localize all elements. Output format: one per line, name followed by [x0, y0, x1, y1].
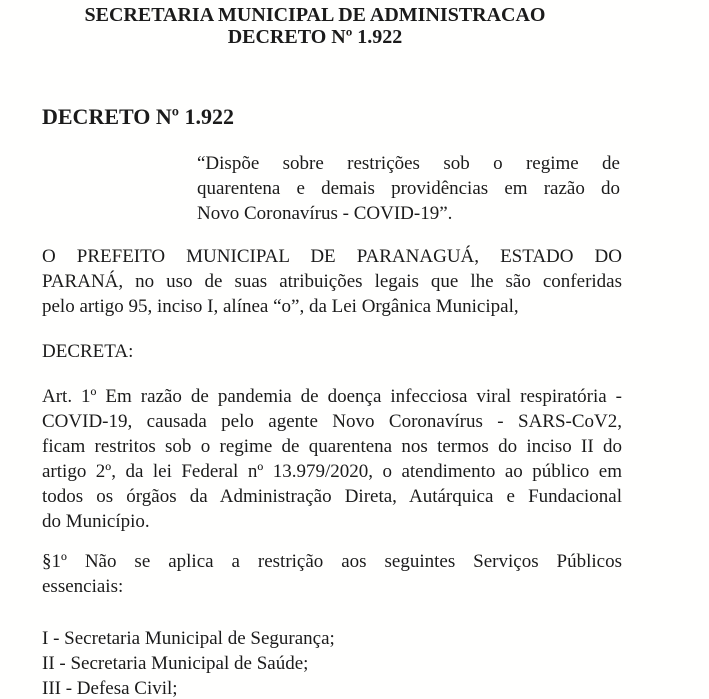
list-item: III - Defesa Civil;	[42, 678, 178, 699]
preamble-line: O PREFEITO MUNICIPAL DE PARANAGUÁ, ESTADO DO	[42, 246, 622, 267]
essential-services-list	[42, 626, 622, 699]
header-secretaria-line: SECRETARIA MUNICIPAL DE ADMINISTRACAO	[84, 4, 546, 26]
article-1-line: ficam restritos sob o regime de quarentena nos termos do inciso II do	[42, 436, 622, 457]
paragraph-1-section	[42, 549, 622, 599]
document-header	[0, 4, 630, 48]
decreta-label: DECRETA:	[42, 341, 134, 362]
decreta-heading	[42, 339, 622, 364]
paragraph-1-line: §1º Não se aplica a restrição aos seguintes Serviços Públicos	[42, 551, 622, 572]
preamble-paragraph	[42, 244, 622, 319]
article-1-line: COVID-19, causada pelo agente Novo Coronavírus - SARS-CoV2,	[42, 411, 622, 432]
article-1-paragraph	[42, 384, 622, 534]
article-1-line: do Município.	[42, 511, 150, 532]
decree-summary-quote	[197, 151, 620, 226]
paragraph-1-line: essenciais:	[42, 576, 124, 597]
quote-line: Novo Coronavírus - COVID-19”.	[197, 203, 453, 224]
preamble-line: PARANÁ, no uso de suas atribuições legais que lhe são conferidas	[42, 271, 622, 292]
article-1-line: Art. 1º Em razão de pandemia de doença infecciosa viral respiratória -	[42, 386, 622, 407]
list-item: I - Secretaria Municipal de Segurança;	[42, 628, 335, 649]
article-1-line: artigo 2º, da lei Federal nº 13.979/2020, o atendimento ao público em	[42, 461, 622, 482]
article-1-line: todos os órgãos da Administração Direta, Autárquica e Fundacional	[42, 486, 622, 507]
decree-title: DECRETO Nº 1.922	[42, 104, 235, 129]
quote-line: “Dispõe sobre restrições sob o regime de	[197, 153, 620, 174]
quote-line: quarentena e demais providências em razão do	[197, 178, 620, 199]
header-decreto-number-line: DECRETO Nº 1.922	[227, 26, 403, 48]
preamble-line: pelo artigo 95, inciso I, alínea “o”, da Lei Orgânica Municipal,	[42, 296, 519, 317]
list-item: II - Secretaria Municipal de Saúde;	[42, 653, 309, 674]
